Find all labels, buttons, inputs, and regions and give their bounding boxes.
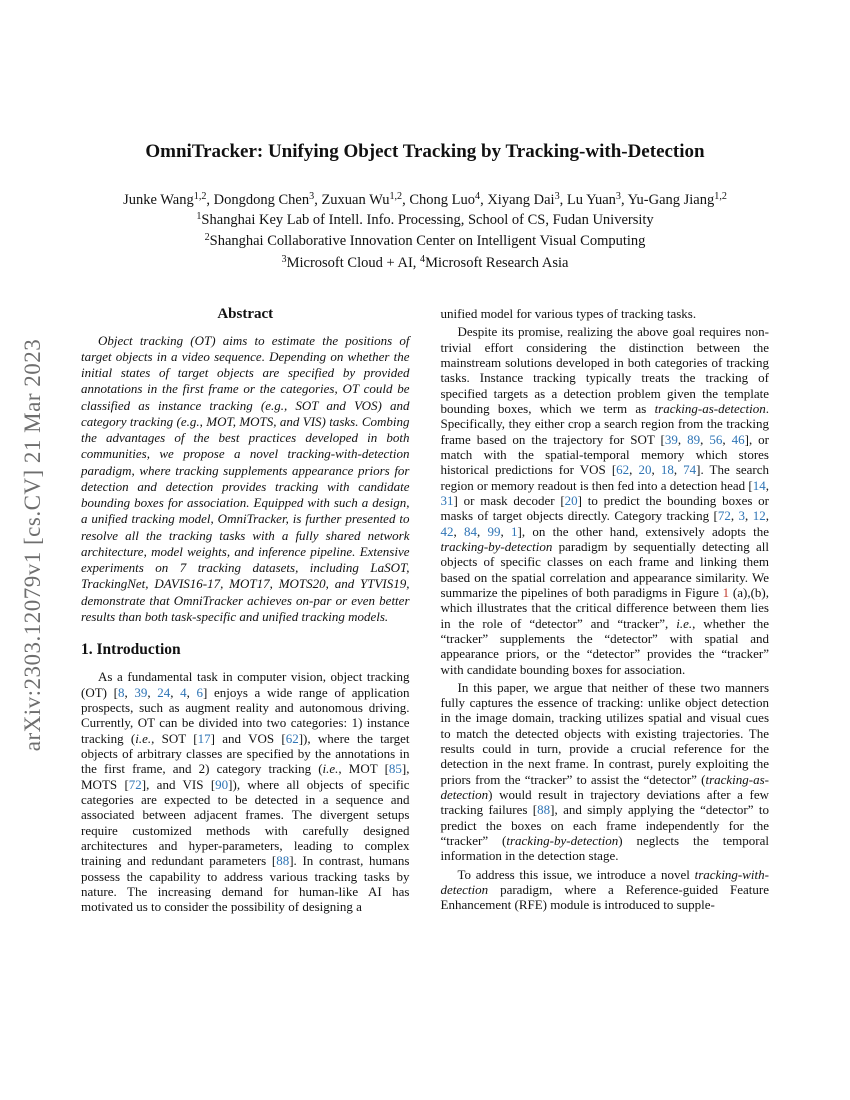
citation-link[interactable]: 46 <box>731 431 745 447</box>
citation-link[interactable]: 18 <box>660 462 674 478</box>
paper-title: OmniTracker: Unifying Object Tracking by Tracking-with-Detection <box>145 141 705 162</box>
affiliation-line-2: $^2$Shanghai Collaborative Innovation Center on Intelligent Visual Computing <box>204 232 646 250</box>
citation-link[interactable]: 89 <box>687 431 701 447</box>
paragraph: unified model for various types of tracking tasks. <box>440 305 697 321</box>
citation-link[interactable]: 84 <box>464 523 478 539</box>
paragraph: Despite its promise, realizing the above goal requires non-trivial effort considering the distinction between the mainstream solutions developed in both categories of tracking tasks. Instance tracking typically treats the tracking of specified targets as a detection problem given the template bounding boxes, which we term as tracking-as-detection. Specifically, they either crop a search region from the tracking frame based on the trajectory for SOT [39, 89, 56, 46], or match with the spatial-temporal memory which stores historical predictions for VOS [62, 20, 18, 74]. The search region or memory readout is then fed into a detection head [14, 31] or mask decoder [20] to predict the bounding boxes or masks of target objects directly. Category tracking [72, 3, 12, 42, 84, 99, 1], on the other hand, extensively adopts the tracking-by-detection paradigm by sequentially detecting all objects of specific classes on each frame and linking them based on the spatial correlation and appearance similarity. We summarize the pipelines of both paradigms in Figure 1 (a),(b), which illustrates that the critical difference between them lies in the role of “detector” and “tracker”, i.e., whether the “tracker” supplements the “detector” with spatial and appearance priors, or the “detector” provides the “tracker” with candidate bounding boxes for association. <box>440 324 770 677</box>
paragraph: In this paper, we argue that neither of these two manners fully captures the essence of tracking: unlike object detection in the image domain, tracking utilizes spatial and visual cues to match the detected objects with existing trajectories. The results could in turn, provide a crucial reference for the detection in the next frame. In contrast, purely exploiting the priors from the “tracker” to assist the “detector” (tracking-as-detection) would result in trajectory deviations after a few tracking failures [88], and simply applying the “detector” to predict the boxes on each frame independently for the “tracker” (tracking-by-detection) neglects the temporal information in the detection stage. <box>440 679 770 864</box>
citation-link[interactable]: 56 <box>709 431 723 447</box>
citation-link[interactable]: 20 <box>564 492 578 508</box>
citation-link[interactable]: 17 <box>197 730 211 746</box>
citation-link[interactable]: 3 <box>738 508 746 524</box>
section-heading-introduction: 1. Introduction <box>81 641 181 659</box>
citation-link[interactable]: 39 <box>134 684 148 700</box>
two-column-body <box>81 306 769 918</box>
citation-link[interactable]: 4 <box>180 684 187 700</box>
arxiv-watermark: arXiv:2303.12079v1 [cs.CV] 21 Mar 2023 <box>20 338 45 752</box>
citation-link[interactable]: 24 <box>157 684 171 700</box>
citation-link[interactable]: 72 <box>128 776 142 792</box>
citation-link[interactable]: 42 <box>440 523 454 539</box>
citation-link[interactable]: 1 <box>511 523 518 539</box>
citation-link[interactable]: 88 <box>276 853 290 869</box>
affiliation-line-1: $^1$Shanghai Key Lab of Intell. Info. Processing, School of CS, Fudan University <box>196 211 654 228</box>
citation-link[interactable]: 31 <box>440 492 454 508</box>
paper-content <box>81 0 769 918</box>
abstract-heading: Abstract <box>217 305 274 322</box>
citation-link[interactable]: 88 <box>537 802 551 818</box>
citation-link[interactable]: 72 <box>717 508 731 524</box>
abstract-text: Object tracking (OT) aims to estimate the positions of target objects in a video sequence. Depending on whether the initial states of target objects are specified by provided annotations in the first frame or the categories, OT could be classified as instance tracking (e.g., SOT and VOS) and category tracking (e.g., MOT, MOTS, and VIS) tasks. Combing the advantages of the best practices developed in both communities, we propose a novel tracking-with-detection paradigm, where tracking supplements appearance priors for detection and detection provides tracking with candidate bounding boxes for association. Equipped with such a design, a unified tracking model, OmniTracker, is further presented to resolve all the tracking tasks with a fully shared network architecture, model weights, and inference pipeline. Extensive experiments on 7 tracking datasets, including LaSOT, TrackingNet, DAVIS16-17, MOT17, MOTS20, and YTVIS19, demonstrate that OmniTracker achieves on-par or even better results than both task-specific and unified tracking models. <box>81 332 410 624</box>
citation-link[interactable]: 6 <box>196 684 204 700</box>
right-column <box>441 306 770 916</box>
citation-link[interactable]: 14 <box>752 477 766 493</box>
citation-link[interactable]: 90 <box>215 776 229 792</box>
affiliation-line-3: $^3$Microsoft Cloud + AI, $^4$Microsoft Research Asia <box>281 253 569 271</box>
citation-link[interactable]: 39 <box>664 431 678 447</box>
citation-link[interactable]: 62 <box>616 462 630 478</box>
citation-link[interactable]: 74 <box>683 462 697 478</box>
intro-paragraph: As a fundamental task in computer vision, object tracking (OT) [8, 39, 24, 4, 6] enjoys a wide range of application prospects, such as augment reality and autonomous driving. Currently, OT can be divided into two categories: 1) instance tracking (i.e., SOT [17] and VOS [62]), where the target objects of arbitrary classes are specified by the annotations in the first frame, and 2) category tracking (i.e., MOT [85], MOTS [72], and VIS [90]), where all objects of specific categories are expected to be detected in a sequence and associated between adjacent frames. The divergent setups require customized methods with carefully designed architectures and hyper-parameters, leading to complex training and redundant parameters [88]. In contrast, humans possess the capability to address various tracking tasks by nature. The increasing demand for human-like AI has motivated us to consider the possibility of designing a <box>81 669 410 915</box>
citation-link[interactable]: 12 <box>752 508 766 524</box>
citation-link[interactable]: 8 <box>117 684 125 700</box>
paragraph: To address this issue, we introduce a novel tracking-with-detection paradigm, where a Reference-guided Feature Enhancement (RFE) module is introduced to supple- <box>440 866 769 913</box>
citation-link[interactable]: 20 <box>638 462 652 478</box>
authors-line: Junke Wang$^{1,2}$, Dongdong Chen$^3$, Zuxuan Wu$^{1,2}$, Chong Luo$^4$, Xiyang Dai$^3$, Lu Yuan$^3$, Yu-Gang Jiang$^{1,2}$ <box>123 191 727 208</box>
citation-link[interactable]: 99 <box>487 523 501 539</box>
citation-link[interactable]: 85 <box>388 761 402 777</box>
left-column <box>81 306 410 918</box>
citation-link[interactable]: 62 <box>285 730 299 746</box>
figure-reference-link[interactable]: 1 <box>722 584 730 600</box>
